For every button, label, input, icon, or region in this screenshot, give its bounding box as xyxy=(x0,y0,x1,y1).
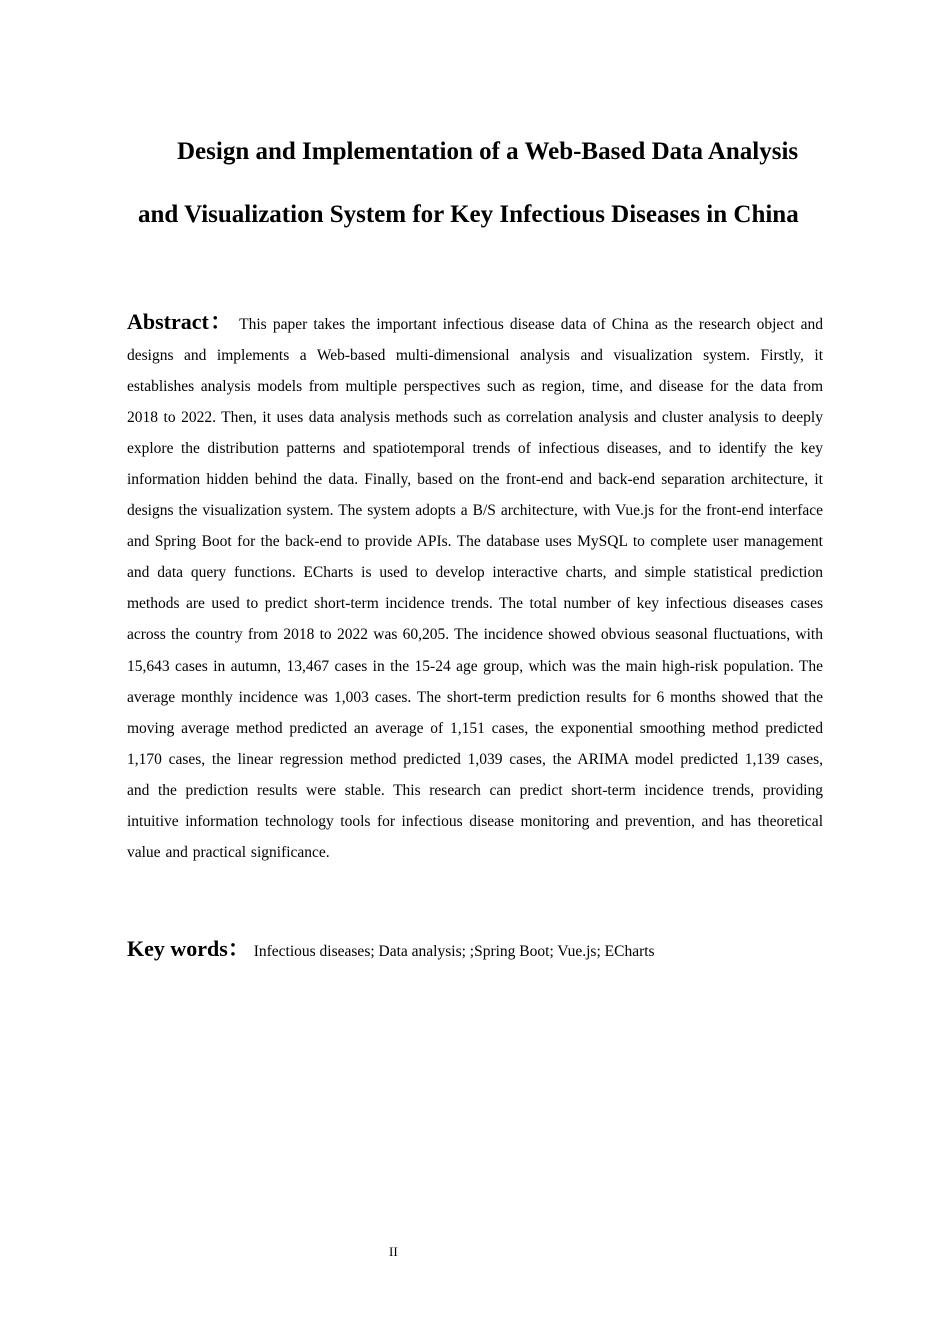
paper-title-line-2: and Visualization System for Key Infectious Diseases in China xyxy=(138,201,799,228)
keywords-line xyxy=(127,934,655,967)
abstract-paragraph xyxy=(127,306,823,869)
abstract-text: This paper takes the important infectious disease data of China as the research object and designs and implements a Web-based multi-dimensional analysis and visualization system. Firstly, it establishes analysis models from multiple perspectives such as region, time, and disease for the data from 2018 to 2022. Then, it uses data analysis methods such as correlation analysis and cluster analysis to deeply explore the distribution patterns and spatiotemporal trends of infectious diseases, and to identify the key information hidden behind the data. Finally, based on the front-end and back-end separation architecture, it designs the visualization system. The system adopts a B/S architecture, with Vue.js for the front-end interface and Spring Boot for the back-end to provide APIs. The database uses MySQL to complete user management and data query functions. ECharts is used to develop interactive charts, and simple statistical prediction methods are used to predict short-term incidence trends. The total number of key infectious diseases cases across the country from 2018 to 2022 was 60,205. The incidence showed obvious seasonal fluctuations, with 15,643 cases in autumn, 13,467 cases in the 15-24 age group, which was the main high-risk population. The average monthly incidence was 1,003 cases. The short-term prediction results for 6 months showed that the moving average method predicted an average of 1,151 cases, the exponential smoothing method predicted 1,170 cases, the linear regression method predicted 1,039 cases, the ARIMA model predicted 1,139 cases, and the prediction results were stable. This research can predict short-term incidence trends, providing intuitive information technology tools for infectious disease monitoring and prevention, and has theoretical value and practical significance. xyxy=(127,315,823,862)
keywords-text: Infectious diseases; Data analysis; ;Spring Boot; Vue.js; ECharts xyxy=(253,943,655,960)
paper-title-line-1: Design and Implementation of a Web-Based Data Analysis xyxy=(177,138,799,165)
keywords-label: Key words： xyxy=(127,936,250,961)
page-number: II xyxy=(389,1244,398,1259)
abstract-label: Abstract： xyxy=(127,308,234,334)
